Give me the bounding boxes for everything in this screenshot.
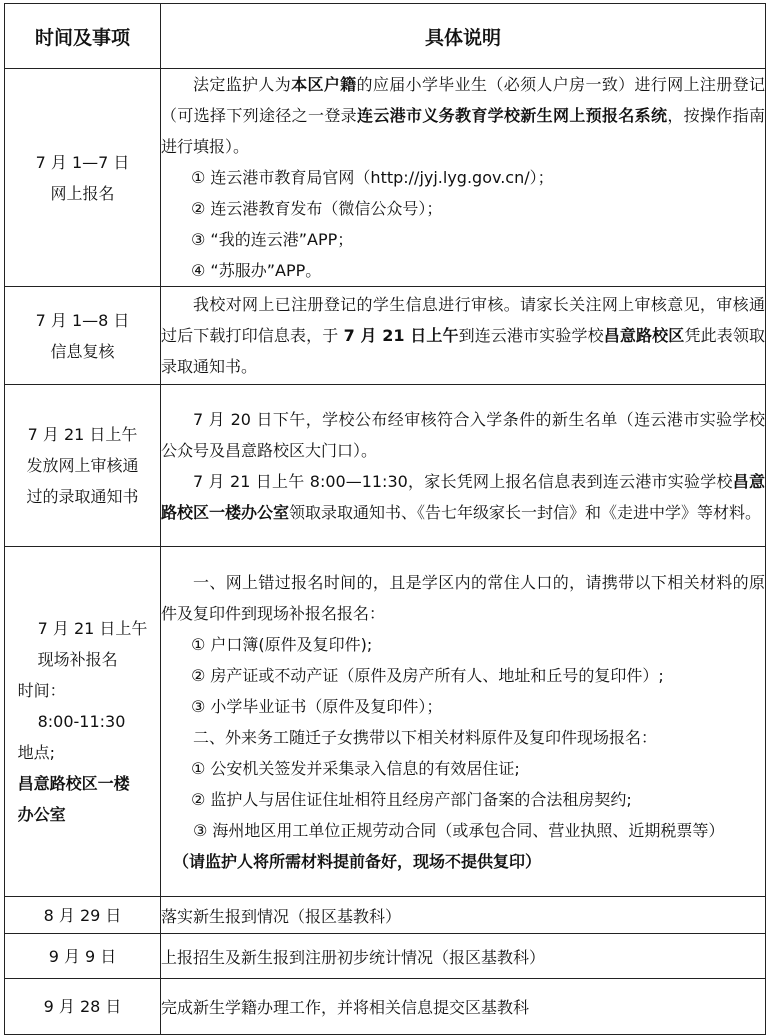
time-cell: 8 月 29 日 <box>5 897 161 934</box>
time-cell <box>5 287 161 385</box>
bold-text: 昌意路校区一楼办公室 <box>161 471 765 522</box>
bold-text: 7 月 21 日上午 <box>343 326 459 345</box>
table-row-info-review <box>5 287 766 385</box>
time-line: 7 月 1—8 日 <box>35 310 130 330</box>
detail-cell: 上报招生及新生报到注册初步统计情况（报区基教科） <box>161 934 766 979</box>
time-line: 7 月 1—7 日 <box>35 152 130 172</box>
enrollment-schedule-table <box>4 3 766 1035</box>
list-item: ① 户口簿(原件及复印件); <box>191 634 373 654</box>
time-line: 过的录取通知书 <box>26 487 139 506</box>
text: 领取录取通知书、《告七年级家长一封信》和《走进中学》等材料。 <box>289 502 762 522</box>
location-value: 昌意路校区一楼 <box>17 774 130 793</box>
table-row-admission-notice <box>5 385 766 547</box>
detail-cell <box>161 287 766 385</box>
text: 我校对网上已注册登记的学生信息进行审核。请家长关注网上审核意见，审核通过后下载打印信息表，于 <box>161 295 765 345</box>
location-label: 地点; <box>17 743 55 762</box>
detail-cell <box>161 69 766 287</box>
time-line: 信息复核 <box>50 341 115 361</box>
detail-cell <box>161 385 766 547</box>
paragraph: 7 月 20 日下午，学校公布经审核符合入学条件的新生名单（连云港市实验学校公众号及昌意路校区大门口）。 <box>161 409 765 460</box>
detail-cell <box>161 547 766 897</box>
paragraph <box>161 69 765 162</box>
table-row-online-registration <box>5 69 766 287</box>
paragraph: 一、网上错过报名时间的，且是学区内的常住人口的，请携带以下相关材料的原件及复印件到现场补报名报名： <box>161 572 765 623</box>
text: 7 月 21 日上午 8:00—11:30，家长凭网上报名信息表到连云港市实验学校 <box>193 471 733 491</box>
time-cell <box>5 69 161 287</box>
header-time: 时间及事项 <box>5 4 161 69</box>
time-label: 时间： <box>17 681 66 700</box>
list-item: ③ “我的连云港”APP； <box>191 230 354 249</box>
time-line: 7 月 21 日上午 <box>37 619 148 638</box>
time-line: 现场补报名 <box>37 650 118 669</box>
time-line: 7 月 21 日上午 <box>27 425 138 444</box>
detail-cell: 完成新生学籍办理工作，并将相关信息提交区基教科 <box>161 979 766 1035</box>
list-item: ② 连云港教育发布（微信公众号）； <box>191 199 443 218</box>
time-cell: 9 月 9 日 <box>5 934 161 979</box>
note-text: （请监护人将所需材料提前备好，现场不提供复印） <box>173 851 542 871</box>
time-cell <box>5 547 161 897</box>
table-row-onsite-registration <box>5 547 766 897</box>
time-line: 发放网上审核通 <box>26 456 139 475</box>
detail-cell: 落实新生报到情况（报区基教科） <box>161 897 766 934</box>
time-cell <box>5 385 161 547</box>
list-item: ③ 小学毕业证书（原件及复印件）； <box>191 696 443 716</box>
bold-text: 昌意路校区 <box>603 326 685 345</box>
list-item: ① 公安机关签发并采集录入信息的有效居住证; <box>191 758 520 778</box>
text: 到连云港市实验学校 <box>458 326 604 345</box>
time-line: 网上报名 <box>50 183 115 203</box>
list-item: ③ 海州地区用工单位正规劳动合同（或承包合同、营业执照、近期税票等） <box>193 820 725 840</box>
list-item: ④ “苏服办”APP。 <box>191 261 322 280</box>
text: ，按操作指南进行填报）。 <box>161 106 765 156</box>
bold-text: 本区户籍 <box>291 75 357 94</box>
paragraph: 二、外来务工随迁子女携带以下相关材料原件及复印件现场报名： <box>193 727 658 747</box>
text: 法定监护人为 <box>193 75 292 94</box>
location-value: 办公室 <box>17 805 66 824</box>
header-detail: 具体说明 <box>161 4 766 69</box>
table-header-row <box>5 4 766 69</box>
time-block <box>18 613 148 830</box>
list-item: ② 房产证或不动产证（原件及房产所有人、地址和丘号的复印件）; <box>191 665 664 685</box>
list-item: ① 连云港市教育局官网（http://jyj.lyg.gov.cn/）； <box>191 168 554 187</box>
paragraph <box>161 466 765 528</box>
text: 的应届小学毕业生（必须人户房一致）进行网上注册登记（可选择下列途径之一登录 <box>161 75 765 125</box>
time-range: 8:00-11:30 <box>37 712 126 731</box>
table-row-report-status <box>5 897 766 934</box>
time-cell: 9 月 28 日 <box>5 979 161 1035</box>
table-row-enrollment-stats <box>5 934 766 979</box>
table-row-student-records <box>5 979 766 1035</box>
bold-text: 连云港市义务教育学校新生网上预报名系统 <box>357 106 668 125</box>
list-item: ② 监护人与居住证住址相符且经房产部门备案的合法租房契约; <box>191 789 632 809</box>
text: 凭此表领取录取通知书。 <box>161 326 765 376</box>
paragraph <box>161 289 765 382</box>
